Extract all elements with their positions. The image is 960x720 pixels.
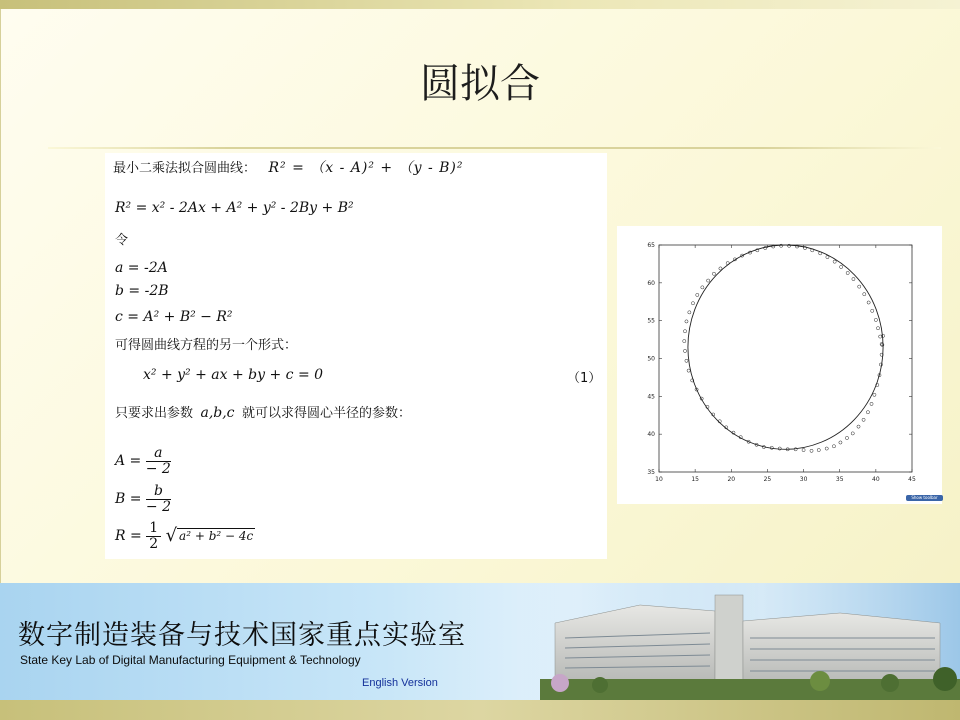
data-point [683, 339, 686, 342]
fraction-B-num: b [146, 484, 171, 500]
formula-B-lhs: B = [115, 491, 142, 507]
formula-def-b: b = -2B [115, 283, 169, 299]
data-point [778, 447, 781, 450]
fraction-B [146, 484, 171, 515]
data-point [685, 320, 688, 323]
data-point [707, 279, 710, 282]
formula-solve-label [115, 404, 411, 423]
x-tick-label: 40 [872, 476, 880, 483]
formula-R-sqrt: a² + b² − 4c [179, 529, 254, 543]
y-tick-label: 55 [647, 317, 655, 325]
lab-name-cn: 数字制造装备与技术国家重点实验室 [18, 620, 466, 651]
circle-fit-plot [617, 226, 942, 504]
data-point [846, 271, 849, 274]
english-version-link[interactable]: English Version [362, 677, 438, 689]
formula-A [115, 445, 171, 477]
data-point [863, 293, 866, 296]
data-point [683, 330, 686, 333]
data-point [866, 411, 869, 414]
data-point [683, 349, 686, 352]
x-tick-label: 25 [763, 476, 772, 483]
y-tick-label: 40 [647, 431, 655, 439]
data-point [819, 252, 822, 255]
formula-def-a: a = -2A [115, 260, 168, 276]
formula-def-c: c = A² + B² − R² [115, 309, 233, 325]
circle-fit-chart [617, 226, 942, 504]
sqrt-icon: √ [165, 525, 178, 546]
data-point [802, 448, 805, 451]
formula-line-1-label: 最小二乘法拟合圆曲线： [113, 161, 257, 176]
data-point [876, 327, 879, 330]
bottom-border [0, 700, 960, 720]
data-point [696, 293, 699, 296]
data-point [685, 359, 688, 362]
fitted-circle-line [688, 245, 883, 449]
solve-label-pre: 只要求出参数 [115, 406, 194, 421]
data-point [862, 418, 865, 421]
x-tick-label: 15 [691, 476, 699, 483]
data-point [712, 272, 715, 275]
data-point [833, 260, 836, 263]
y-tick-label: 60 [647, 279, 655, 287]
formula-A-lhs: A = [115, 453, 142, 469]
fraction-A [146, 446, 171, 477]
formula-line-1 [113, 159, 464, 178]
data-point [810, 449, 813, 452]
data-point [688, 311, 691, 314]
formula-B [115, 483, 171, 515]
data-point [871, 309, 874, 312]
formula-expanded: R² = x² - 2Ax + A² + y² - 2By + B² [115, 200, 354, 216]
data-point [719, 267, 722, 270]
data-point [825, 447, 828, 450]
slide-title: 圆拟合 [420, 61, 540, 107]
y-tick-label: 35 [647, 469, 655, 476]
data-point [845, 436, 848, 439]
data-point [839, 441, 842, 444]
formula-R [115, 520, 255, 552]
x-tick-label: 10 [655, 476, 663, 483]
x-tick-label: 45 [908, 476, 916, 483]
data-point [874, 318, 877, 321]
solve-params: a,b,c [200, 405, 235, 421]
data-point [851, 432, 854, 435]
top-border [0, 0, 960, 9]
data-point [879, 335, 882, 338]
data-point [870, 402, 873, 405]
data-point [858, 285, 861, 288]
equation-number: （1） [567, 371, 602, 386]
y-tick-label: 45 [647, 393, 655, 401]
fraction-A-den: − 2 [145, 460, 171, 477]
fraction-R-den: 2 [149, 535, 159, 552]
formula-R-lhs: R = [115, 528, 142, 544]
fraction-A-num: a [146, 446, 171, 462]
data-point [817, 448, 820, 451]
data-point [867, 301, 870, 304]
data-point [857, 425, 860, 428]
plot-axes-box [659, 245, 912, 472]
formula-general-eq: x² + y² + ax + by + c = 0 [143, 367, 324, 383]
formula-panel [105, 153, 607, 559]
y-tick-label: 65 [647, 242, 655, 249]
data-point [832, 445, 835, 448]
formula-alt-form-label: 可得圆曲线方程的另一个形式： [115, 338, 298, 353]
fraction-B-den: − 2 [145, 498, 172, 515]
solve-label-post: 就可以求得圆心半径的参数： [241, 406, 411, 421]
show-toolbar-button[interactable]: Show toolbar [906, 495, 943, 501]
data-point [701, 286, 704, 289]
title-divider [48, 147, 941, 149]
formula-circle-eq: R² = （x - A)² + （y - B)² [268, 160, 464, 176]
x-tick-label: 30 [799, 476, 808, 483]
data-point [826, 256, 829, 259]
lab-banner [0, 583, 960, 700]
data-point [852, 277, 855, 280]
data-point [873, 393, 876, 396]
formula-let: 令 [115, 233, 129, 248]
fraction-R-num: 1 [146, 521, 161, 537]
fraction-R [146, 521, 161, 552]
x-tick-label: 35 [835, 476, 844, 483]
lab-name-en: State Key Lab of Digital Manufacturing Equipment & Technology [20, 653, 361, 667]
x-tick-label: 20 [727, 476, 736, 483]
y-tick-label: 50 [647, 355, 655, 363]
data-point [691, 302, 694, 305]
data-point [840, 265, 843, 268]
data-point [687, 369, 690, 372]
